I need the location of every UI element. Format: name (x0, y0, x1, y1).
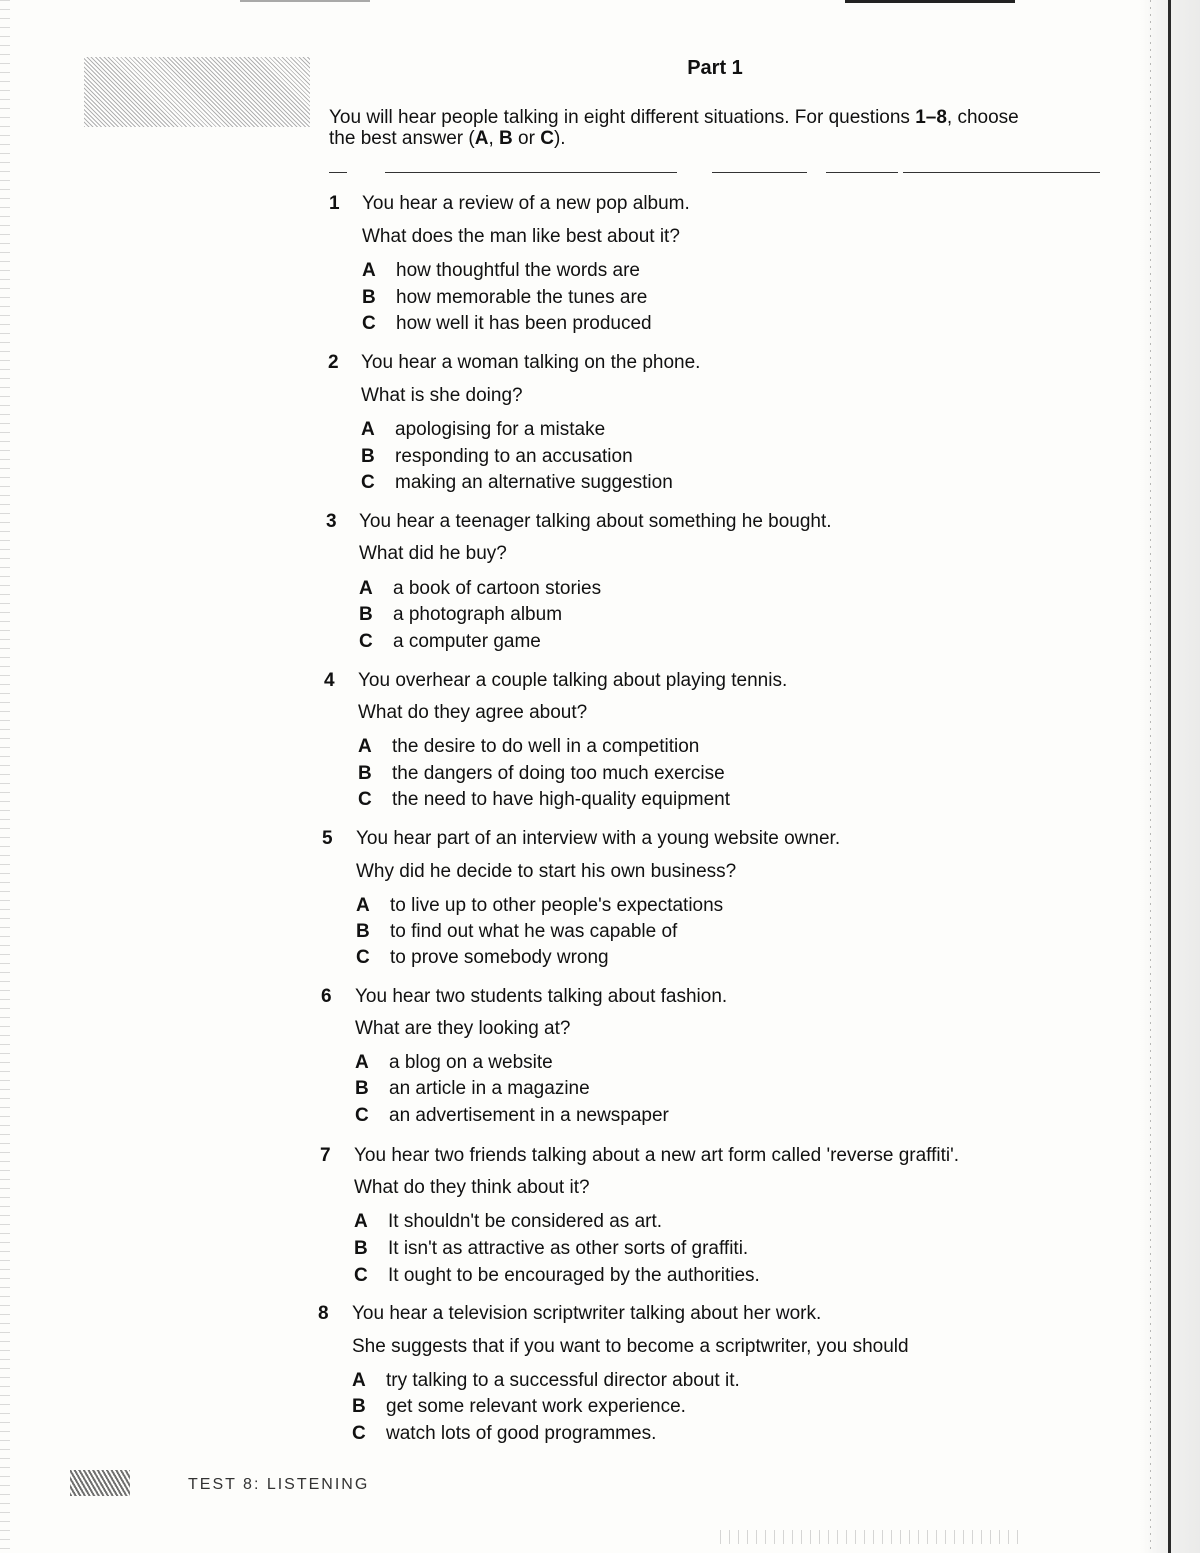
option-text-c: the need to have high-quality equipment (392, 789, 731, 810)
question-context: You hear a television scriptwriter talking about her work. (352, 1303, 822, 1324)
option-letter-a: A (356, 895, 370, 916)
divider-segment (329, 172, 347, 173)
instructions-line-2: the best answer (A, B or C). (329, 128, 566, 149)
option-text-b: a photograph album (393, 604, 563, 625)
option-text-c: a computer game (393, 631, 541, 652)
option-letter-c: C (354, 1265, 368, 1286)
option-letter-c: C (361, 472, 375, 493)
option-text-b: responding to an accusation (395, 446, 633, 467)
question-context: You hear part of an interview with a young website owner. (356, 828, 841, 849)
option-text-b: It isn't as attractive as other sorts of graffiti. (388, 1238, 749, 1259)
instructions-line-1: You will hear people talking in eight different situations. For questions 1–8, choose (329, 107, 1019, 128)
divider-segment (826, 172, 898, 173)
option-letter-a: A (355, 1052, 369, 1073)
question-prompt: What is she doing? (361, 385, 523, 406)
question-prompt: She suggests that if you want to become a scriptwriter, you should (352, 1336, 909, 1357)
option-letter-c: C (362, 313, 376, 334)
option-text-a: a book of cartoon stories (393, 578, 602, 599)
divider-segment (385, 172, 677, 173)
page-title: Part 1 (687, 57, 743, 79)
scan-top-rule (845, 0, 1015, 3)
option-text-c: how well it has been produced (396, 313, 652, 334)
scan-binding-line (1168, 0, 1171, 1553)
question-prompt: What does the man like best about it? (362, 226, 680, 247)
option-text-b: to find out what he was capable of (390, 921, 678, 942)
question-number: 8 (318, 1303, 329, 1324)
option-text-a: It shouldn't be considered as art. (388, 1211, 663, 1232)
scan-noise-footer (720, 1530, 1020, 1544)
option-letter-c: C (352, 1423, 366, 1444)
question-prompt: What do they think about it? (354, 1177, 590, 1198)
option-text-a: the desire to do well in a competition (392, 736, 700, 757)
option-letter-b: B (359, 604, 373, 625)
option-text-c: an advertisement in a newspaper (389, 1105, 669, 1126)
option-letter-a: A (358, 736, 372, 757)
question-context: You hear two students talking about fashion. (355, 986, 728, 1007)
question-prompt: What did he buy? (359, 543, 507, 564)
option-letter-a: A (362, 260, 376, 281)
option-letter-b: B (354, 1238, 368, 1259)
option-text-c: making an alternative suggestion (395, 472, 673, 493)
option-letter-a: A (354, 1211, 368, 1232)
option-text-b: an article in a magazine (389, 1078, 590, 1099)
option-letter-c: C (358, 789, 372, 810)
option-letter-c: C (356, 947, 370, 968)
question-prompt: What do they agree about? (358, 702, 588, 723)
option-text-c: to prove somebody wrong (390, 947, 609, 968)
option-letter-a: A (352, 1370, 366, 1391)
option-letter-c: C (355, 1105, 369, 1126)
option-letter-b: B (358, 763, 372, 784)
option-text-a: a blog on a website (389, 1052, 553, 1073)
question-number: 2 (328, 352, 339, 373)
instructions (329, 107, 1089, 149)
question-prompt: Why did he decide to start his own business? (356, 861, 737, 882)
option-letter-b: B (362, 287, 376, 308)
question-context: You hear a teenager talking about something he bought. (359, 511, 832, 532)
option-text-a: try talking to a successful director about it. (386, 1370, 740, 1391)
option-text-b: get some relevant work experience. (386, 1396, 686, 1417)
option-letter-b: B (352, 1396, 366, 1417)
question-context: You hear a woman talking on the phone. (361, 352, 701, 373)
option-letter-b: B (361, 446, 375, 467)
scan-edge-left (0, 0, 10, 1553)
option-text-b: how memorable the tunes are (396, 287, 648, 308)
option-letter-a: A (359, 578, 373, 599)
question-number: 7 (320, 1145, 331, 1166)
option-text-a: how thoughtful the words are (396, 260, 640, 281)
option-text-c: It ought to be encouraged by the authorities. (388, 1265, 760, 1286)
question-context: You hear two friends talking about a new art form called 'reverse graffiti'. (354, 1145, 960, 1166)
question-number: 3 (326, 511, 337, 532)
scan-binding-dots (1150, 0, 1151, 1553)
footer-label: TEST 8: LISTENING (188, 1476, 370, 1493)
option-letter-b: B (356, 921, 370, 942)
option-letter-c: C (359, 631, 373, 652)
option-letter-b: B (355, 1078, 369, 1099)
publisher-logo (70, 1470, 130, 1496)
question-number: 6 (321, 986, 332, 1007)
question-context: You overhear a couple talking about playing tennis. (358, 670, 788, 691)
divider-segment (712, 172, 807, 173)
question-number: 4 (324, 670, 335, 691)
option-text-a: to live up to other people's expectations (390, 895, 724, 916)
scan-top-rule-faint (240, 0, 370, 2)
question-context: You hear a review of a new pop album. (362, 193, 690, 214)
question-prompt: What are they looking at? (355, 1018, 571, 1039)
question-number: 1 (329, 193, 340, 214)
question-number: 5 (322, 828, 333, 849)
option-text-a: apologising for a mistake (395, 419, 606, 440)
option-letter-a: A (361, 419, 375, 440)
option-text-b: the dangers of doing too much exercise (392, 763, 725, 784)
option-text-c: watch lots of good programmes. (386, 1423, 657, 1444)
divider-segment (903, 172, 1100, 173)
